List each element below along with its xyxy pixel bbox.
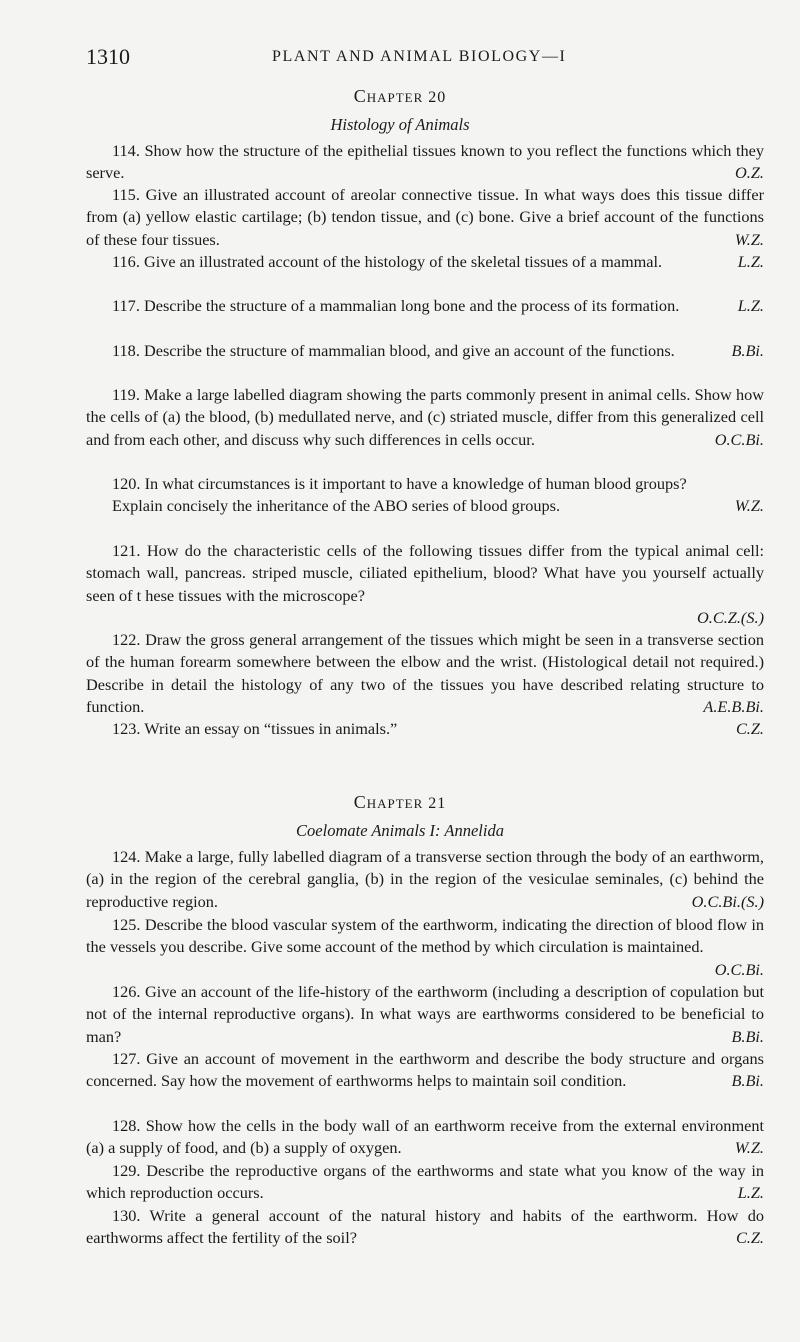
question-129: 129. Describe the reproductive organs of the earthworms and state what you know of the way in which reproduction occurs. L.Z. xyxy=(86,1160,764,1205)
chapter-21-heading xyxy=(0,792,800,813)
question-source: W.Z. xyxy=(734,1138,764,1158)
page-header xyxy=(86,44,764,74)
question-source: A.E.B.Bi. xyxy=(703,697,764,717)
question-source: B.Bi. xyxy=(731,341,764,360)
question-source: C.Z. xyxy=(735,1228,764,1248)
chapter-number: 21 xyxy=(428,795,447,812)
question-source: B.Bi. xyxy=(731,1071,764,1091)
question-117: 117. Describe the structure of a mammalian long bone and the process of its formation. L.Z. xyxy=(86,295,764,317)
question-source: C.Z. xyxy=(735,719,764,738)
question-118: 118. Describe the structure of mammalian blood, and give an account of the functions. B.Bi. xyxy=(86,340,764,362)
question-116: 116. Give an illustrated account of the histology of the skeletal tissues of a mammal. L.Z. xyxy=(86,251,764,273)
question-source: B.Bi. xyxy=(731,1026,764,1046)
question-source: L.Z. xyxy=(737,296,764,315)
chapter-20-subtitle: Histology of Animals xyxy=(330,115,470,134)
question-128: 128. Show how the cells in the body wall of an earthworm receive from the external environment (a) a supply of food, and (b) a supply of oxygen. W.Z. xyxy=(86,1115,764,1160)
question-source: O.C.Bi.(S.) xyxy=(691,891,764,911)
question-124: 124. Make a large, fully labelled diagram of a transverse section through the body of an earthworm, (a) in the region of the cerebral ganglia, (b) in the region of the vesiculae seminales, (c) behind the reproductive region. O.C.Bi.(S.) xyxy=(86,846,764,913)
running-head: PLANT AND ANIMAL BIOLOGY—I xyxy=(272,48,567,65)
question-130: 130. Write a general account of the natural history and habits of the earthworm. How do earthworms affect the fertility of the soil? C.Z. xyxy=(86,1205,764,1250)
question-source: W.Z. xyxy=(734,496,764,516)
question-source: O.C.Bi. xyxy=(714,429,764,449)
question-115: 115. Give an illustrated account of areolar connective tissue. In what ways does this tissue differ from (a) yellow elastic cartilage; (b) tendon tissue, and (c) bone. Give a brief account of the functions of these four tissues. W.Z. xyxy=(86,184,764,251)
question-114: 114. Show how the structure of the epithelial tissues known to you reflect the functions which they serve. O.Z. xyxy=(86,140,764,185)
chapter-label: Chapter xyxy=(353,792,424,812)
question-source: O.C.Bi. xyxy=(714,959,764,979)
question-source: L.Z. xyxy=(737,1183,764,1203)
question-126: 126. Give an account of the life-history of the earthworm (including a description of copulation but not of the internal reproductive organs). In what ways are earthworms considered to be beneficial to man? B.Bi. xyxy=(86,981,764,1048)
question-source: O.C.Z.(S.) xyxy=(697,608,764,628)
chapter-20-heading xyxy=(0,86,800,107)
page-number: 1310 xyxy=(86,44,130,69)
question-125: 125. Describe the blood vascular system of the earthworm, indicating the direction of blood flow in the vessels you describe. Give some account of the method by which circulation is maintained. O.C.Bi. xyxy=(86,914,764,981)
question-source: L.Z. xyxy=(737,252,764,271)
chapter-21-subtitle: Coelomate Animals I: Annelida xyxy=(296,821,504,840)
question-source: O.Z. xyxy=(735,163,764,183)
chapter-label: Chapter xyxy=(353,86,424,106)
question-122: 122. Draw the gross general arrangement of the tissues which might be seen in a transverse section of the human forearm somewhere between the elbow and the wrist. (Histological detail not required.) Describe in detail the histology of any two of the tissues you have described relating structure to function. A.E.B.Bi. xyxy=(86,629,764,719)
question-121: 121. How do the characteristic cells of the following tissues differ from the typical animal cell: stomach wall, pancreas. striped muscle, ciliated epithelium, blood? What have you yourself actually seen of t hese tissues with the microscope? O.C.Z.(S.) xyxy=(86,540,764,630)
question-119: 119. Make a large labelled diagram showing the parts commonly present in animal cells. Show how the cells of (a) the blood, (b) medullated nerve, and (c) striated muscle, differ from this generalized cell and from each other, and discuss why such differences in cells occur. O.C.Bi. xyxy=(86,384,764,451)
question-123: 123. Write an essay on “tissues in animals.” C.Z. xyxy=(86,718,764,740)
question-120: 120. In what circumstances is it important to have a knowledge of human blood groups? Explain concisely the inheritance of the ABO series of blood groups. W.Z. xyxy=(86,473,764,518)
question-source: W.Z. xyxy=(734,229,764,249)
question-127: 127. Give an account of movement in the earthworm and describe the body structure and organs concerned. Say how the movement of earthworms helps to maintain soil condition. B.Bi. xyxy=(86,1048,764,1093)
chapter-number: 20 xyxy=(428,89,447,106)
